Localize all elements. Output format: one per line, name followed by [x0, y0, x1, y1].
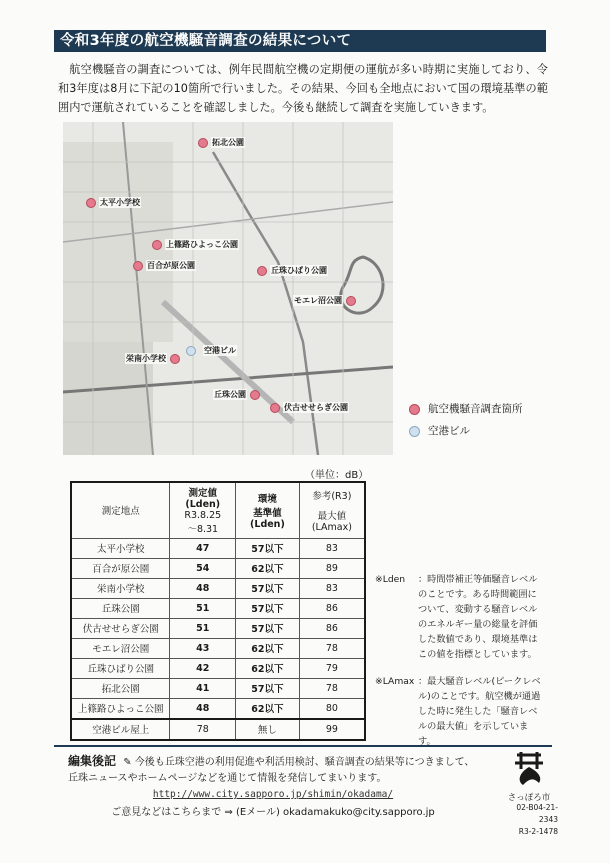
map-site: 太平小学校: [86, 197, 141, 208]
map-site: 空港ビル: [186, 345, 237, 356]
note-lden: ※Lden ：時間帯補正等価騒音レベルのことです。ある時間範囲について、変動する騒音レベルのエネルギー量の総量を評価した数値であり、環境基準はこの値を指標としています。: [375, 574, 538, 660]
map-legend: [409, 398, 523, 442]
survey-point-icon: [152, 240, 162, 250]
table-row: 丘珠公園 51 57以下 86: [71, 598, 365, 618]
note-lamax: ※LAmax ：最大騒音レベル(ピークレベル)のことです。航空機が通過した時に発生した「騒音レベルの最大値」を示しています。: [375, 676, 541, 747]
table-row: 丘珠ひばり公園 42 62以下 79: [71, 658, 365, 678]
contact-email[interactable]: ご意見などはこちらまで ⇒ (Eメール) okadamakuko@city.sapporo.jp: [111, 807, 435, 818]
table-row: 上篠路ひよっこ公園 48 62以下 80: [71, 698, 365, 719]
airport-point-icon: [409, 426, 420, 437]
table-row: モエレ沼公園 43 62以下 78: [71, 638, 365, 658]
sapporo-logo: [504, 749, 554, 803]
table-row: 百合が原公園 54 62以下 89: [71, 558, 365, 578]
table-row: 栄南小学校 48 57以下 83: [71, 578, 365, 598]
intro-paragraph: 航空機騒音の調査については、例年民間航空機の定期便の運航が多い時期に実施しており、令和3年度は8月に下記の10箇所で行いました。その結果、今回も全地点において国の環境基準の範囲内で運航されていることを確認しました。今後も継続して調査を実施していきます。: [58, 63, 548, 114]
city-emblem-icon: [509, 749, 549, 787]
table-header-row: [71, 482, 365, 538]
city-name: さっぽろ市: [507, 793, 551, 803]
editor-note: [68, 753, 478, 821]
map-site: 栄南小学校: [125, 353, 180, 364]
map-site: モエレ沼公園: [293, 295, 356, 306]
map-site: 丘珠公園: [213, 389, 260, 400]
survey-point-icon: [198, 138, 208, 148]
header-measured: 測定値 (Lden) R3.8.25 〜8.31: [170, 482, 236, 538]
pencil-icon: ✎: [123, 757, 132, 768]
header-reference: 参考(R3) 最大値 (LAmax): [299, 482, 365, 538]
table-unit: （単位：dB）: [305, 470, 369, 481]
survey-point-icon: [250, 390, 260, 400]
header-location: 測定地点: [71, 482, 170, 538]
editor-text: 今後も丘珠空港の利用促進や利活用検討、騒音調査の結果等につきまして、丘珠ニュースやホームページなどを通じて情報を発信してまいります。: [68, 757, 475, 784]
editor-heading: 編集後記: [68, 754, 117, 768]
document-code: 02-B04-21-2343 R3-2-1478: [516, 803, 558, 836]
survey-point-icon: [86, 198, 96, 208]
table-row: 拓北公園 41 57以下 78: [71, 678, 365, 698]
legend-airport: 空港ビル: [409, 420, 523, 442]
map-site: 伏古せせらぎ公園: [270, 402, 349, 413]
results-table: [70, 481, 366, 741]
survey-point-icon: [346, 296, 356, 306]
map-site: 百合が原公園: [133, 260, 196, 271]
survey-point-icon: [133, 261, 143, 271]
map-site: 拓北公園: [198, 137, 245, 148]
map-site: 丘珠ひばり公園: [257, 265, 328, 276]
header-standard: 環境 基準値 (Lden): [236, 482, 300, 538]
table-row: 空港ビル屋上 78 無し 99: [71, 719, 365, 740]
survey-map: [63, 122, 393, 455]
page-title: 令和3年度の航空機騒音調査の結果について: [54, 30, 546, 52]
survey-point-icon: [409, 404, 420, 415]
footnotes: [375, 572, 542, 761]
map-site: 上篠路ひよっこ公園: [152, 239, 239, 250]
survey-point-icon: [170, 354, 180, 364]
table-row: 伏古せせらぎ公園 51 57以下 86: [71, 618, 365, 638]
intro-text: [58, 60, 548, 117]
legend-survey: 航空機騒音調査箇所: [409, 398, 523, 420]
airport-point-icon: [186, 346, 196, 356]
table-row: 太平小学校 47 57以下 83: [71, 538, 365, 558]
website-link[interactable]: http://www.city.sapporo.jp/shimin/okadama/: [152, 789, 394, 800]
survey-point-icon: [270, 403, 280, 413]
survey-point-icon: [257, 266, 267, 276]
